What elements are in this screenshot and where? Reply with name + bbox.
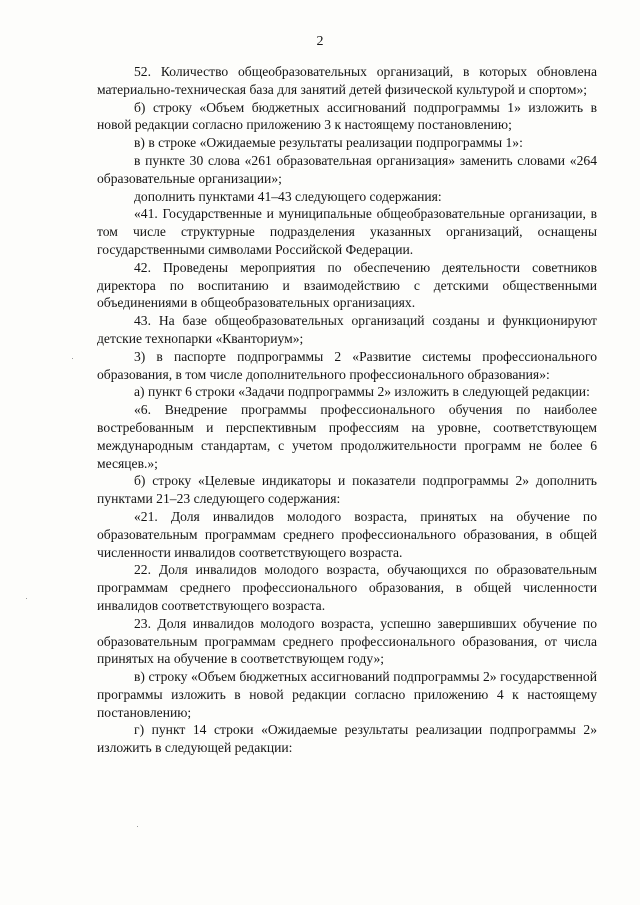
scan-speck xyxy=(137,826,138,827)
paragraph-11: «6. Внедрение программы профессионального обучения по наиболее востребованным и перспективным профессиям на уровне, соответствующем международным стандартам, с учетом продолжительности программ не более 6 месяцев.»; xyxy=(97,402,597,471)
paragraph-10: а) пункт 6 строки «Задачи подпрограммы 2» изложить в следующей редакции: xyxy=(134,384,590,400)
scan-speck xyxy=(72,358,73,359)
paragraph-9: 3) в паспорте подпрограммы 2 «Развитие системы профессионального образования, в том числе дополнительного профессионального образования»: xyxy=(97,348,597,382)
paragraph-3: в) в строке «Ожидаемые результаты реализации подпрограммы 1»: xyxy=(134,135,523,151)
paragraph-16: в) строку «Объем бюджетных ассигнований подпрограммы 2» государственной программы изложить в новой редакции согласно приложению 4 к настоящему постановлению; xyxy=(97,669,597,720)
paragraph-4: в пункте 30 слова «261 образовательная организация» заменить словами «264 образовательные организации»; xyxy=(97,152,597,186)
scan-speck xyxy=(26,598,27,599)
paragraph-8: 43. На базе общеобразовательных организаций созданы и функционируют детские технопарки «Кванториум»; xyxy=(97,313,597,346)
paragraph-6: «41. Государственные и муниципальные общеобразовательные организации, в том числе структурные подразделения указанных организаций, оснащены государственными символами Российской Федерации. xyxy=(97,206,597,257)
page-number: 2 xyxy=(316,34,324,49)
paragraph-12: б) строку «Целевые индикаторы и показатели подпрограммы 2» дополнить пунктами 21–23 следующего содержания: xyxy=(97,473,597,507)
paragraph-17: г) пункт 14 строки «Ожидаемые результаты реализации подпрограммы 2» изложить в следующей редакции: xyxy=(97,722,597,756)
document-body xyxy=(97,63,597,757)
paragraph-13: «21. Доля инвалидов молодого возраста, принятых на обучение по образовательным программам среднего профессионального образования, в общей численности инвалидов соответствующего возраста. xyxy=(97,508,597,560)
paragraph-14: 22. Доля инвалидов молодого возраста, обучающихся по образовательным программам среднего профессионального образования, в общей численности инвалидов соответствующего возраста. xyxy=(97,562,597,613)
paragraph-15: 23. Доля инвалидов молодого возраста, успешно завершивших обучение по образовательным программам среднего профессионального образования, от числа принятых на обучение в соответствующем году»; xyxy=(97,615,597,667)
paragraph-2: б) строку «Объем бюджетных ассигнований подпрограммы 1» изложить в новой редакции согласно приложению 3 к настоящему постановлению; xyxy=(97,99,597,133)
paragraph-1: 52. Количество общеобразовательных организаций, в которых обновлена материально-техническая база для занятий детей физической культурой и спортом»; xyxy=(97,64,597,97)
paragraph-7: 42. Проведены мероприятия по обеспечению деятельности советников директора по воспитанию и взаимодействию с детскими общественными объединениями в общеобразовательных организациях. xyxy=(97,259,597,311)
paragraph-5: дополнить пунктами 41–43 следующего содержания: xyxy=(134,188,442,204)
